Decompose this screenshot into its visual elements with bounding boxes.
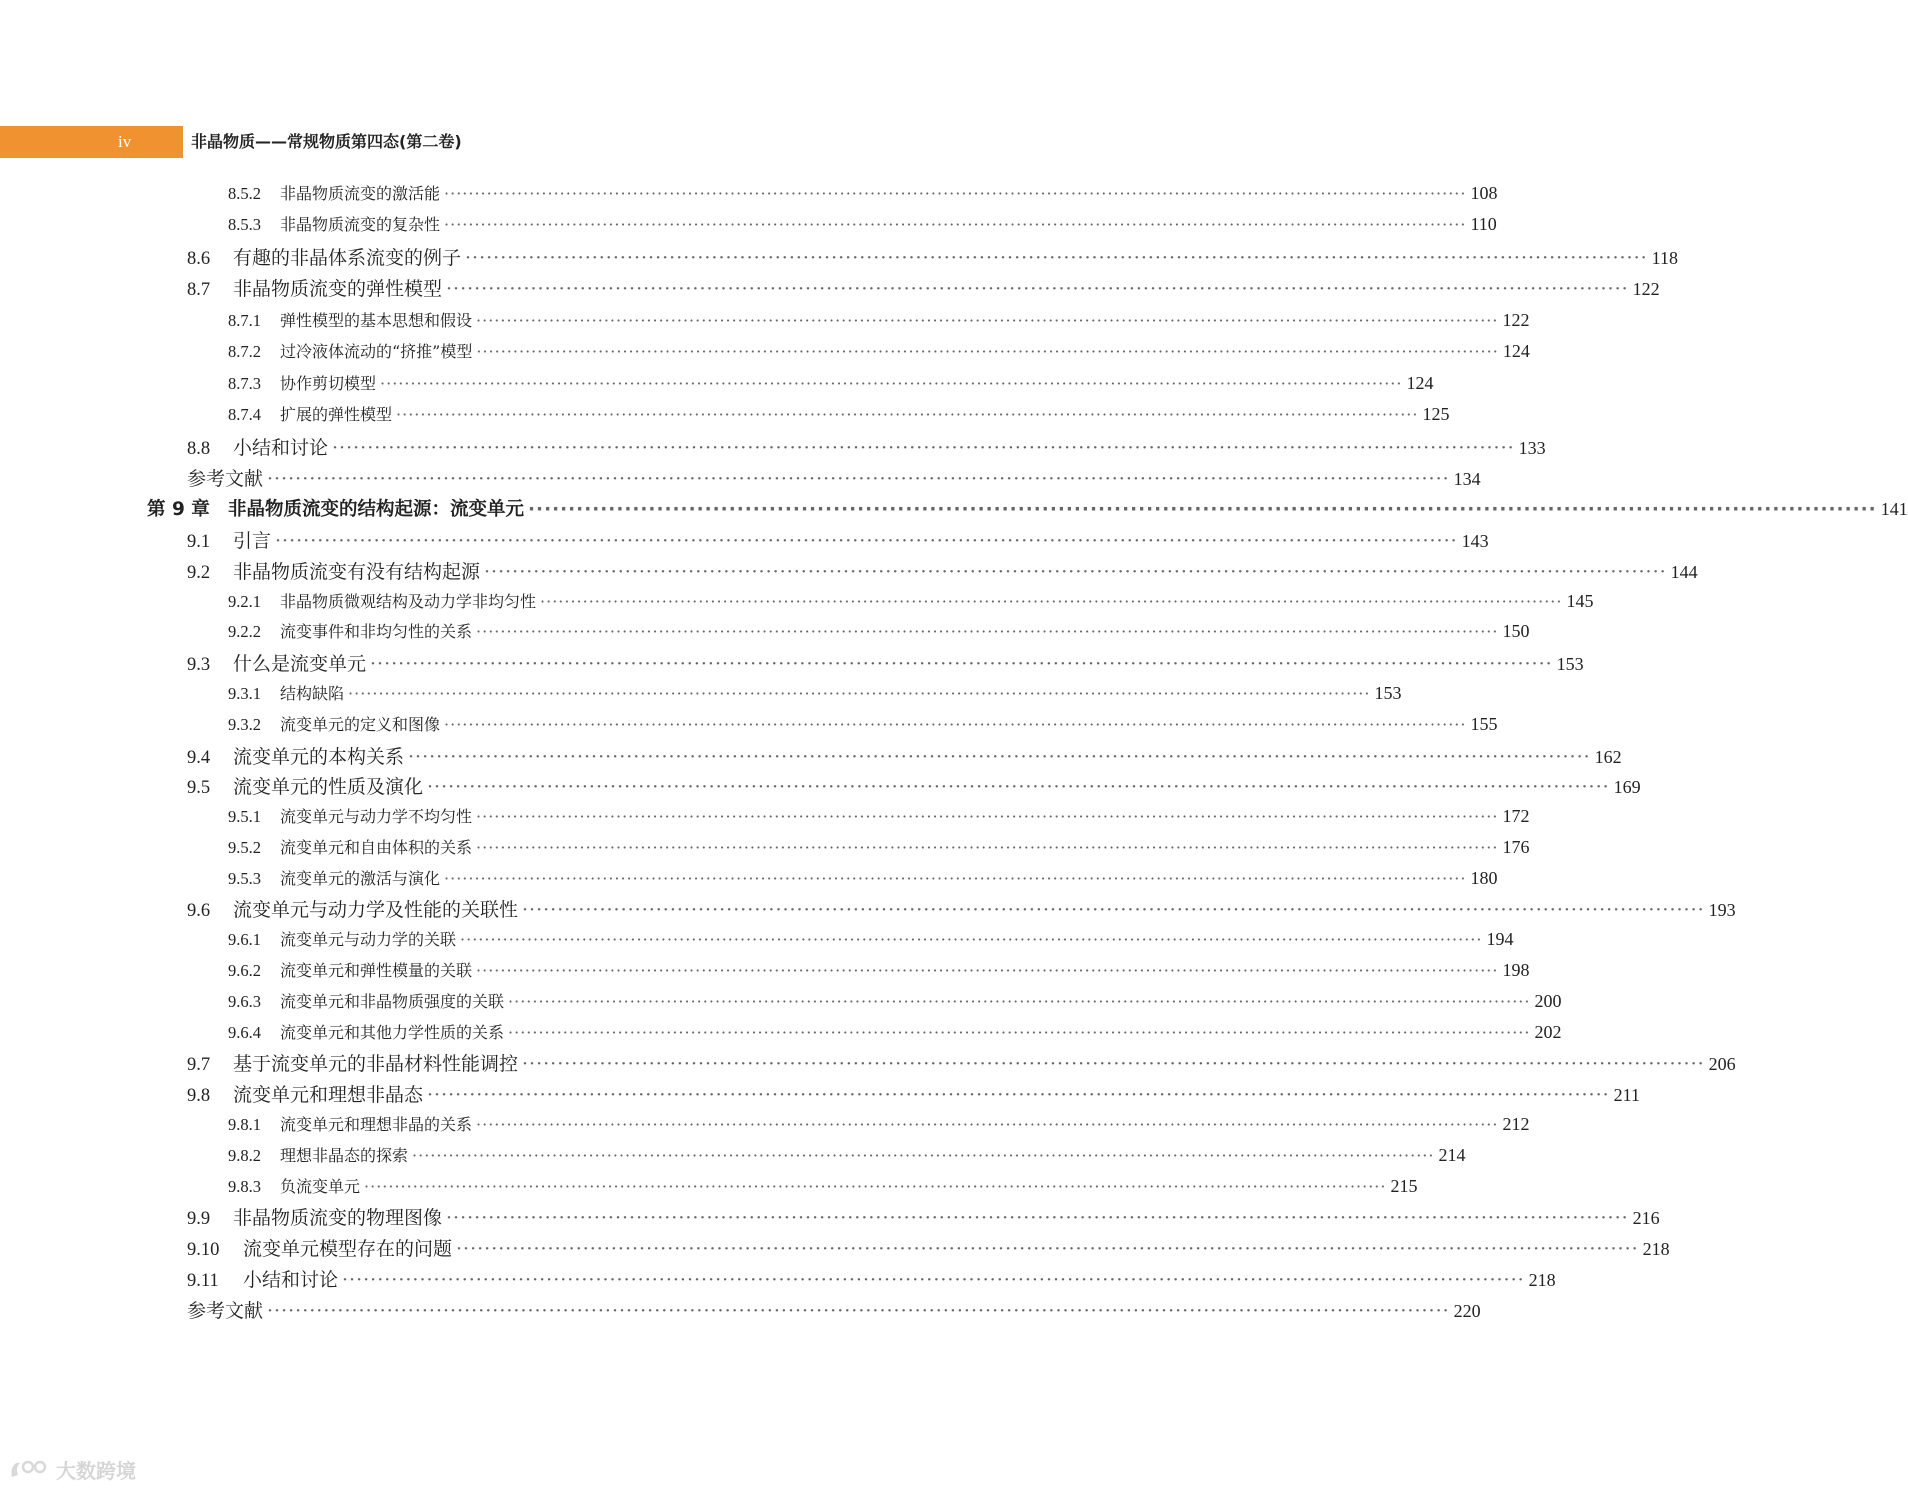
toc-entry [228,619,1530,642]
toc-entry-title: 流变单元和其他力学性质的关系 [280,1023,505,1042]
toc-entry [187,772,1641,799]
toc-entry [228,927,1514,950]
toc-entry-page: 215 [1390,1176,1418,1196]
toc-entry-number: 9.6.3 [228,992,261,1011]
toc-dot-leader: ········································································································································································ [476,311,1499,330]
header-book-title: 非晶物质——常规物质第四态(第二卷) [191,132,462,151]
toc-entry-page: 110 [1470,214,1497,234]
toc-dot-leader: ········································································································································································ [412,1146,1435,1165]
toc-dot-leader: ········································································································································································ [508,992,1531,1011]
toc-entry-number: 8.7 [187,280,211,300]
toc-entry-title: 非晶物质流变的物理图像 [233,1207,443,1229]
toc-dot-leader: ········································································································································································ [427,1084,1610,1106]
toc-entry-page: 202 [1534,1022,1562,1042]
toc-entry [228,958,1530,981]
toc-entry-number: 9.3 [187,655,211,675]
toc-entry-number: 9.5.2 [228,838,261,857]
toc-dot-leader: ········································································································································································ [408,746,1591,768]
toc-entry [228,1174,1418,1197]
toc-entry-page: 133 [1518,438,1546,458]
toc-entry-title: 非晶物质流变有没有结构起源 [233,561,481,583]
toc-entry [187,1080,1641,1107]
toc-entry-number: 8.6 [187,249,211,269]
toc-entry-number: 8.8 [187,439,211,459]
watermark [8,1455,136,1483]
toc-entry-title: 参考文献 [187,1300,264,1322]
toc-entry-number: 9.3.1 [228,684,261,703]
toc-entry [228,804,1530,827]
toc-entry-title: 基于流变单元的非晶材料性能调控 [233,1053,519,1075]
toc-dot-leader: ········································································································································································ [364,1177,1387,1196]
toc-entry-title: 流变单元与动力学不均匀性 [280,807,473,826]
toc-dot-leader: ········································································································································································ [370,653,1553,675]
toc-dot-leader: ········································································································································································ [476,961,1499,980]
toc-entry-number: 9.6.2 [228,961,261,980]
header-page-number: iv [118,132,132,151]
toc-entry [187,1203,1660,1230]
toc-entry-title: 流变单元的定义和图像 [280,715,441,734]
toc-dot-leader: ········································································································································································ [446,1207,1629,1229]
toc-entry-title: 非晶物质流变的弹性模型 [233,278,443,300]
toc-entry-number: 9.10 [187,1240,220,1260]
toc-entry-number: 9.2 [187,563,211,583]
toc-entry-title: 理想非晶态的探索 [280,1146,409,1165]
toc-entry-title: 什么是流变单元 [233,653,367,675]
toc-entry-number: 第 9 章 [147,499,210,520]
toc-entry-number: 9.5 [187,778,211,798]
toc-dot-leader: ········································································································································································ [446,278,1629,300]
toc-entry-page: 118 [1651,248,1679,268]
toc-entry-number: 8.5.2 [228,184,261,203]
toc-entry-page: 155 [1470,714,1498,734]
toc-entry-page: 144 [1670,562,1698,582]
toc-entry-number: 9.4 [187,748,211,768]
toc-entry [228,181,1498,204]
toc-entry-page: 172 [1502,806,1530,826]
logo-icon [8,1457,52,1481]
toc-entry-page: 134 [1453,469,1481,489]
toc-entry-title: 小结和讨论 [233,437,329,459]
toc-entry-number: 9.2.2 [228,622,261,641]
toc-dot-leader: ········································································································································································ [267,468,1450,490]
toc-dot-leader: ········································································································································································ [540,592,1563,611]
toc-entry-page: 153 [1374,683,1402,703]
toc-entry-page: 108 [1470,183,1498,203]
toc-entry-title: 流变单元和非晶物质强度的关联 [280,992,505,1011]
toc-entry-page: 220 [1453,1301,1481,1321]
toc-entry-page: 153 [1556,654,1584,674]
toc-entry [187,274,1660,301]
toc-entry-number: 9.6.4 [228,1023,261,1042]
toc-entry-number: 9.6 [187,901,211,921]
toc-dot-leader: ········································································································································································ [476,622,1499,641]
toc-entry-title: 结构缺陷 [280,684,345,703]
toc-entry [187,742,1622,769]
toc-entry-title: 流变单元和理想非晶的关系 [280,1115,473,1134]
toc-entry-page: 214 [1438,1145,1466,1165]
toc-entry-title: 扩展的弹性模型 [280,405,393,424]
toc-entry-page: 206 [1708,1054,1736,1074]
toc-dot-leader: ········································································································································································ [522,899,1705,921]
toc-entry-title: 引言 [233,530,272,552]
toc-entry-page: 216 [1632,1208,1660,1228]
running-header [0,126,1080,158]
toc-entry-number: 9.5.1 [228,807,261,826]
toc-entry [228,212,1497,235]
toc-dot-leader: ········································································································································································ [444,869,1467,888]
toc-entry-page: 141 [1880,499,1908,519]
toc-entry-number: 9.8.2 [228,1146,261,1165]
toc-entry-page: 180 [1470,868,1498,888]
toc-entry-title: 流变单元的激活与演化 [280,869,441,888]
toc-entry-number: 9.7 [187,1055,211,1075]
toc-entry-page: 162 [1594,747,1622,767]
toc-entry [187,464,1481,491]
toc-entry [228,308,1530,331]
toc-dot-leader: ········································································································································································ [380,374,1403,393]
toc-entry-page: 124 [1406,373,1434,393]
toc-entry-title: 过冷液体流动的“挤推”模型 [280,342,473,361]
toc-entry-title: 协作剪切模型 [280,374,377,393]
toc-dot-leader: ········································································································································································ [528,499,1877,520]
toc-entry-title: 小结和讨论 [243,1269,339,1291]
toc-entry-number: 9.8 [187,1086,211,1106]
toc-entry-page: 125 [1422,404,1450,424]
toc-entry-number: 8.7.1 [228,311,261,330]
toc-entry-page: 218 [1528,1270,1556,1290]
toc-entry [228,1143,1466,1166]
toc-dot-leader: ········································································································································································ [508,1023,1531,1042]
toc-entry [228,989,1562,1012]
toc-dot-leader: ········································································································································································ [444,184,1467,203]
toc-entry [187,433,1546,460]
toc-entry-title: 非晶物质流变的复杂性 [280,215,441,234]
toc-entry [228,1020,1562,1043]
toc-entry [228,712,1498,735]
toc-dot-leader: ········································································································································································ [456,1238,1639,1260]
toc-dot-leader: ········································································································································································ [427,776,1610,798]
toc-entry [228,402,1450,425]
toc-entry-number: 9.6.1 [228,930,261,949]
toc-dot-leader: ········································································································································································ [396,405,1419,424]
toc-entry-title: 非晶物质流变的激活能 [280,184,441,203]
toc-entry-number: 9.8.3 [228,1177,261,1196]
toc-entry-number: 9.11 [187,1271,219,1291]
toc-entry-page: 145 [1566,591,1594,611]
toc-entry-page: 218 [1642,1239,1670,1259]
toc-entry-title: 流变单元和自由体积的关系 [280,838,473,857]
toc-entry-title: 流变单元模型存在的问题 [243,1238,453,1260]
toc-entry-page: 122 [1502,310,1530,330]
toc-entry-page: 211 [1613,1085,1641,1105]
toc-entry [228,866,1498,889]
toc-entry-page: 193 [1708,900,1736,920]
toc-entry-number: 9.9 [187,1209,211,1229]
toc-dot-leader: ········································································································································································ [444,215,1467,234]
toc-entry-title: 弹性模型的基本思想和假设 [280,311,473,330]
toc-entry-page: 176 [1502,837,1530,857]
toc-dot-leader: ········································································································································································ [275,530,1458,552]
toc-entry-title: 非晶物质流变的结构起源：流变单元 [228,499,525,520]
toc-entry-page: 200 [1534,991,1562,1011]
toc-entry-title: 流变事件和非均匀性的关系 [280,622,473,641]
toc-entry-page: 124 [1502,341,1530,361]
toc-dot-leader: ········································································································································································ [476,807,1499,826]
toc-entry-title: 有趣的非晶体系流变的例子 [233,247,462,269]
toc-entry-number: 9.3.2 [228,715,261,734]
toc-entry-title: 流变单元的本构关系 [233,746,405,768]
toc-entry-page: 194 [1486,929,1514,949]
toc-dot-leader: ········································································································································································ [476,838,1499,857]
toc-entry-page: 212 [1502,1114,1530,1134]
toc-entry [228,835,1530,858]
toc-dot-leader: ········································································································································································ [465,247,1648,269]
toc-entry-page: 150 [1502,621,1530,641]
watermark-text: 大数跨境 [56,1458,136,1483]
toc-entry-number: 9.5.3 [228,869,261,888]
toc-dot-leader: ········································································································································································ [342,1269,1525,1291]
toc-entry [187,1296,1481,1323]
toc-dot-leader: ········································································································································································ [348,684,1371,703]
toc-entry [228,1112,1530,1135]
toc-entry-number: 8.5.3 [228,215,261,234]
toc-dot-leader: ········································································································································································ [484,561,1667,583]
toc-entry-page: 169 [1613,777,1641,797]
toc-entry [187,243,1679,270]
toc-dot-leader: ········································································································································································ [332,437,1515,459]
toc-entry-number: 9.8.1 [228,1115,261,1134]
toc-entry-number: 8.7.3 [228,374,261,393]
toc-entry [228,339,1530,362]
toc-dot-leader: ········································································································································································ [476,342,1499,361]
toc-entry-number: 9.1 [187,532,211,552]
toc-entry-title: 流变单元和弹性模量的关联 [280,961,473,980]
toc-entry-number: 8.7.2 [228,342,261,361]
toc-entry [187,895,1736,922]
toc-entry [187,1234,1670,1261]
toc-entry-title: 流变单元的性质及演化 [233,776,424,798]
toc-entry-title: 流变单元与动力学的关联 [280,930,457,949]
toc-dot-leader: ········································································································································································ [476,1115,1499,1134]
toc-entry [187,649,1584,676]
toc-entry-title: 参考文献 [187,468,264,490]
toc-entry [187,526,1489,553]
toc-entry [228,681,1402,704]
toc-entry-title: 负流变单元 [280,1177,361,1196]
toc-entry-number: 9.2.1 [228,592,261,611]
toc-entry [147,495,1908,521]
toc-entry [187,1265,1556,1292]
toc-entry [187,557,1698,584]
toc-entry [228,371,1434,394]
toc-entry-title: 流变单元和理想非晶态 [233,1084,424,1106]
toc-dot-leader: ········································································································································································ [267,1300,1450,1322]
toc-dot-leader: ········································································································································································ [460,930,1483,949]
toc-entry-title: 流变单元与动力学及性能的关联性 [233,899,519,921]
toc-dot-leader: ········································································································································································ [522,1053,1705,1075]
toc-entry [228,589,1594,612]
toc-entry-page: 143 [1461,531,1489,551]
toc-entry-number: 8.7.4 [228,405,261,424]
toc-dot-leader: ········································································································································································ [444,715,1467,734]
toc-entry-title: 非晶物质微观结构及动力学非均匀性 [280,592,537,611]
toc-entry [187,1049,1736,1076]
toc-entry-page: 198 [1502,960,1530,980]
toc-entry-page: 122 [1632,279,1660,299]
